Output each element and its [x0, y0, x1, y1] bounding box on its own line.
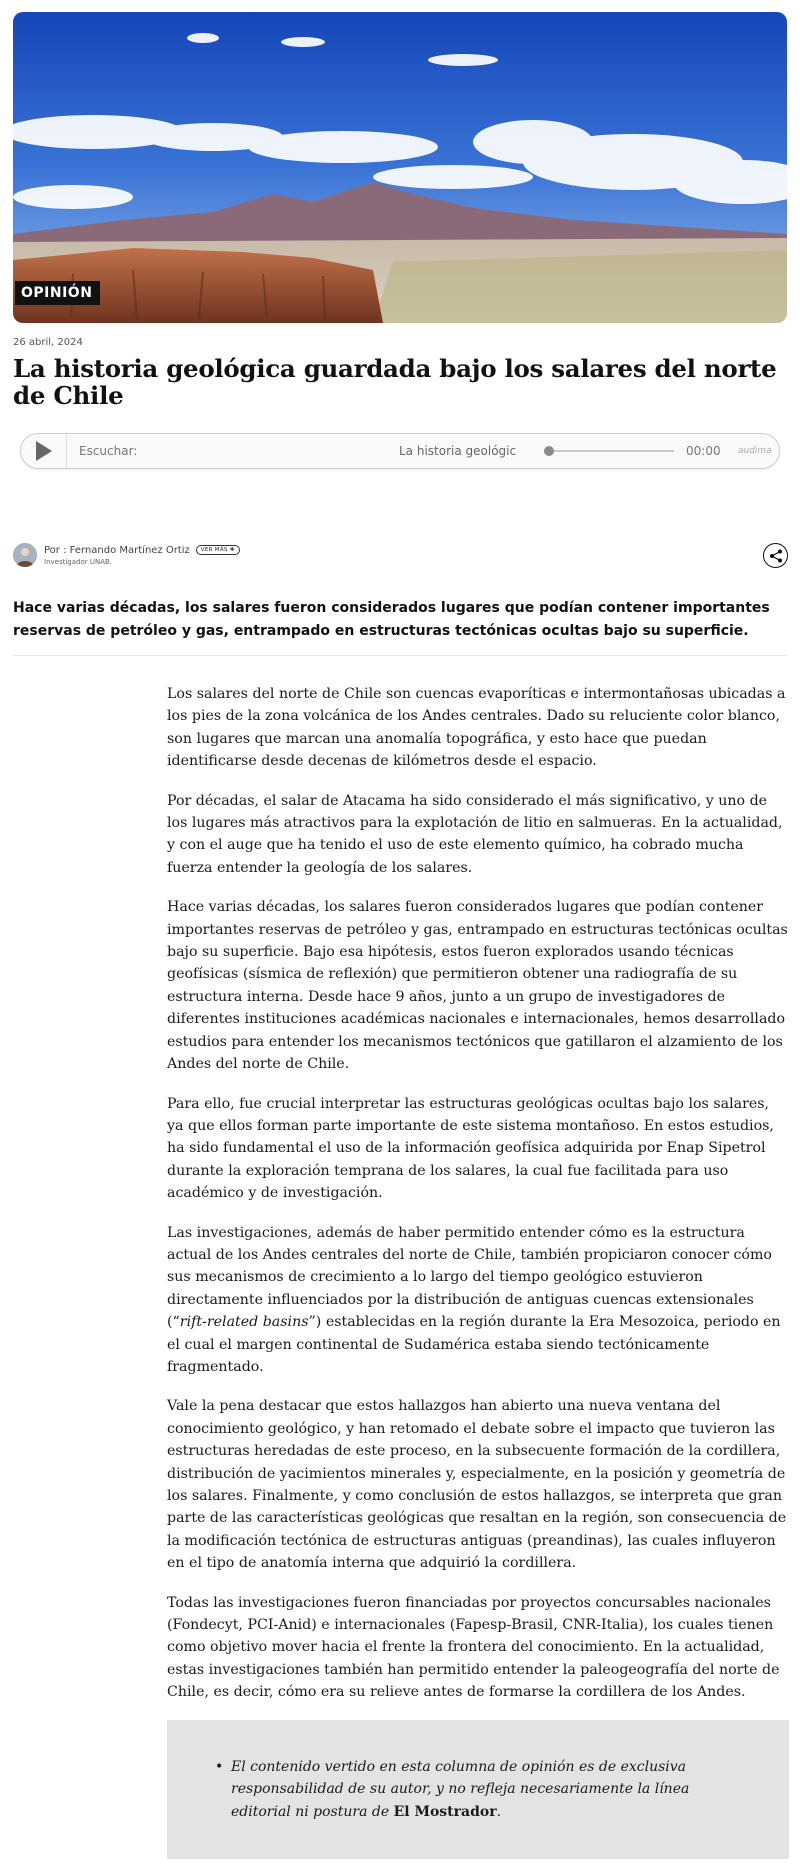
disclaimer-box: [167, 1720, 789, 1859]
author-role: Investigador UNAB.: [44, 557, 113, 566]
paragraph: [167, 1222, 789, 1379]
play-icon: [36, 441, 52, 461]
track-title: La historia geológic: [399, 444, 517, 458]
paragraph: Todas las investigaciones fueron financiadas por proyectos concursables nacionales (Fondecyt, PCI-Anid) e internacionales (Fapesp-Brasil, CNR-Italia), los cuales tienen como objetivo mover hacia el frente la frontera del conocimiento. En la actualidad, estas investigaciones también han permitido entender la paleogeografía del norte de Chile, es decir, cómo era su relieve antes de formarse la cordillera de los Andes.: [167, 1594, 780, 1701]
publish-date: 26 abril, 2024: [13, 337, 83, 348]
category-badge[interactable]: OPINIÓN: [15, 281, 100, 305]
paragraph-text: Las investigaciones, además de haber permitido entender cómo es la estructura actual de los Andes centrales del norte de Chile, también propiciaron conocer cómo sus mecanismos de crecimiento a lo largo del tiempo geológico estuvieron directamente influenciados por la distribución de antiguas cuencas extensionales (“: [167, 1224, 772, 1331]
elapsed-time: 00:00: [686, 444, 721, 458]
progress-track: [544, 450, 674, 452]
audima-logo[interactable]: audima: [738, 446, 772, 456]
article-title: La historia geológica guardada bajo los salares del norte de Chile: [13, 354, 777, 410]
paragraph: Vale la pena destacar que estos hallazgos han abierto una nueva ventana del conocimiento geológico, y han retomado el debate sobre el impacto que tuvieron las estructuras heredadas de este proceso, en la subsecuente formación de la cordillera, distribución de yacimientos minerales y, especialmente, en la posición y geometría de los salares. Finalmente, y como conclusión de estos hallazgos, se interpreta que gran parte de las características geológicas que resaltan en la región, son consecuencia de la modificación tectónica de estructuras antiguas (preandinas), las cuales influyeron en el tipo de anatomía interna que adquirió la cordillera.: [167, 1398, 787, 1572]
share-button[interactable]: [763, 543, 788, 568]
author-byline: [13, 543, 240, 567]
author-name[interactable]: Por : Fernando Martínez Ortiz: [44, 544, 190, 556]
share-icon: [769, 549, 783, 563]
disclaimer-item: [215, 1756, 749, 1823]
salar-landscape-image: [13, 12, 787, 323]
hero-image: [13, 12, 787, 323]
paragraph: Hace varias décadas, los salares fueron considerados lugares que podían contener importantes reservas de petróleo y gas, entrampado en estructuras tectónicas ocultas bajo su superficie. Bajo esa hipótesis, estos fueron explorados usando técnicas geofísicas (sísmica de reflexión) que permitieron obtener una radiografía de su estructura interna. Desde hace 9 años, junto a un grupo de investigadores de diferentes instituciones académicas nacionales e internacionales, hemos desarrollado estudios para entender los mecanismos tectónicos que gatillaron el alzamiento de los Andes del norte de Chile.: [167, 899, 788, 1073]
play-button[interactable]: [21, 434, 67, 468]
progress-knob[interactable]: [544, 446, 554, 456]
progress-slider[interactable]: [544, 445, 674, 457]
paragraph: Por décadas, el salar de Atacama ha sido considerado el más significativo, y uno de los lugares más atractivos para la explotación de litio en salmueras. En la actualidad, y con el auge que ha tenido el uso de este elemento químico, ha cobrado mucha fuerza entender la geología de los salares.: [167, 792, 783, 876]
paragraph-italic-term: rift-related basins: [179, 1314, 309, 1331]
avatar-photo-icon: [13, 543, 37, 567]
divider: [13, 655, 787, 656]
article-body: [167, 683, 789, 1721]
paragraph-text: ”) establecidas en la región durante la Era Mesozoica, periodo en el cual el margen continental de Sudamérica estaba siendo tectónicamente fragmentado.: [167, 1314, 781, 1375]
article-lead: Hace varias décadas, los salares fueron considerados lugares que podían contener importantes reservas de petróleo y gas, entrampado en estructuras tectónicas ocultas bajo su superficie.: [13, 600, 770, 639]
disclaimer-end: .: [496, 1803, 502, 1820]
paragraph: Los salares del norte de Chile son cuencas evaporíticas e intermontañosas ubicadas a los pies de la zona volcánica de los Andes centrales. Dado su reluciente color blanco, son lugares que marcan una anomalía topográfica, y esto hace que puedan identificarse desde decenas de kilómetros desde el espacio.: [167, 686, 786, 770]
disclaimer-text: El contenido vertido en esta columna de opinión es de exclusiva responsabilidad de su autor, y no refleja necesariamente la línea editorial ni postura de: [231, 1759, 690, 1820]
audio-player: [20, 433, 780, 469]
see-more-button[interactable]: VER MÁS ✚: [196, 545, 240, 555]
avatar[interactable]: [13, 543, 37, 567]
listen-label: Escuchar:: [79, 444, 138, 458]
paragraph: Para ello, fue crucial interpretar las estructuras geológicas ocultas bajo los salares, ya que ellos forman parte importante de este sistema montañoso. En estos estudios, ha sido fundamental el uso de la información geofísica adquirida por Enap Sipetrol durante la exploración temprana de los salares, la cual fue facilitada para uso académico y de investigación.: [167, 1095, 774, 1202]
brand-name: El Mostrador: [393, 1803, 497, 1820]
